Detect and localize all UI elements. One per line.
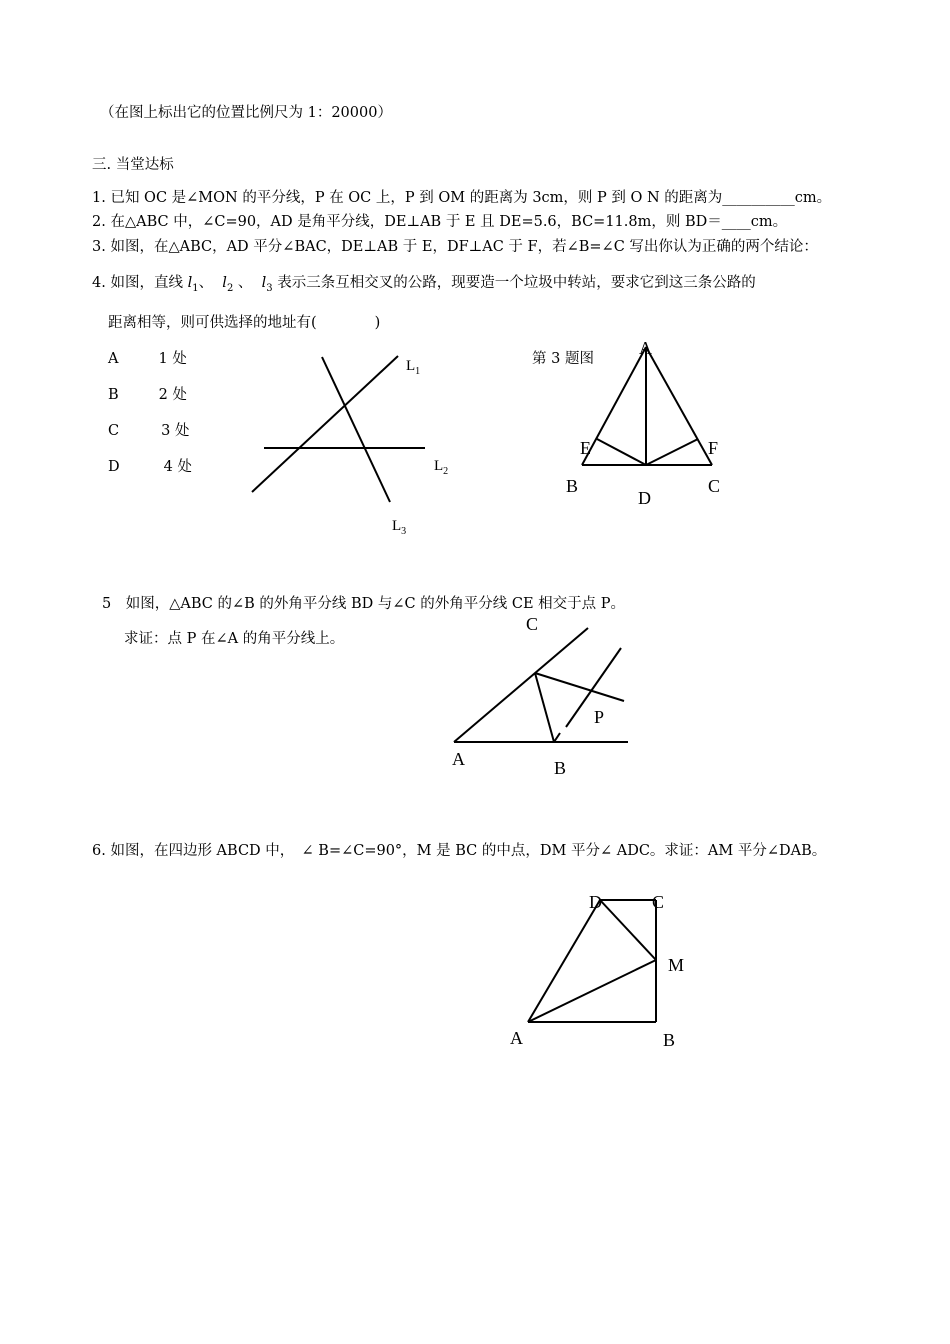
option-text: 2 处 — [158, 387, 187, 403]
question-3: 3. 如图，在△ABC，AD 平分∠BAC，DE⊥AB 于 E，DF⊥AC 于 F，若∠B=∠C 写出你认为正确的两个结论： — [92, 239, 818, 255]
separator: 、 — [237, 275, 253, 291]
question-5-prove: 求证：点 P 在∠A 的角平分线上。 — [124, 631, 345, 647]
fig5-label-c: C — [526, 614, 539, 634]
option-letter: C — [108, 423, 120, 439]
road-l1-symbol: l — [187, 275, 193, 291]
question-4-line-2: 距离相等，则可供选择的地址有( ) — [108, 315, 381, 331]
road-label-l3: $L_3$ — [392, 518, 407, 537]
road-label-l1: $L_1$ — [406, 358, 421, 377]
fig3-side-ac — [646, 347, 712, 465]
fig3-segment-df — [646, 439, 698, 465]
question-5: 5 如图，△ABC 的∠B 的外角平分线 BD 与∠C 的外角平分线 CE 相交于点 P。 — [102, 596, 626, 612]
option-letter: B — [108, 387, 119, 403]
option-letter: D — [108, 459, 120, 475]
fig3-caption: 第 3 题图 — [532, 351, 594, 367]
fig3-segment-de — [597, 439, 646, 465]
fig5-ray-ce — [535, 673, 624, 701]
question-1: 1. 已知 OC 是∠MON 的平分线，P 在 OC 上，P 到 OM 的距离为 3cm，则 P 到 O N 的距离为__________cm。 — [92, 190, 832, 206]
section-title: 三. 当堂达标 — [92, 157, 174, 173]
fig3-label-c: C — [708, 476, 721, 496]
option-text: 1 处 — [158, 351, 187, 367]
road-label-l2: $L_2$ — [434, 458, 449, 477]
fig5-ray-bd-start — [554, 733, 560, 742]
fig6-label-b: B — [663, 1030, 676, 1050]
fig6-label-a: A — [510, 1028, 523, 1048]
fig3-label-a: A — [639, 338, 652, 358]
road-l3-subscript: 3 — [266, 282, 273, 294]
fig5-label-a: A — [452, 749, 465, 769]
fig3-label-b: B — [566, 476, 579, 496]
separator: 、 — [198, 275, 214, 291]
fig3-label-f: F — [708, 438, 719, 458]
road-l2-symbol: l — [222, 275, 227, 291]
option-text: 4 处 — [163, 459, 192, 475]
question-4-body: 表示三条互相交叉的公路，现要造一个垃圾中转站，要求它到这三条公路的 — [277, 275, 756, 291]
question-4-lead: 4. 如图，直线 — [92, 275, 183, 291]
road-l3-symbol: l — [261, 275, 267, 291]
road-l1-subscript: 1 — [192, 282, 199, 294]
fig6-label-d: D — [589, 892, 602, 912]
fig5-label-p: P — [594, 707, 605, 727]
fig6-segment-dm — [600, 900, 656, 960]
question-2: 2. 在△ABC 中，∠C=90，AD 是角平分线，DE⊥AB 于 E 且 DE=5.6，BC=11.8m，则 BD＝____cm。 — [92, 214, 788, 230]
road-l2-subscript: 2 — [226, 282, 234, 294]
question-6: 6. 如图，在四边形 ABCD 中， ∠ B=∠C=90°，M 是 BC 的中点，DM 平分∠ ADC。求证：AM 平分∠DAB。 — [92, 843, 827, 859]
scale-note: （在图上标出它的位置比例尺为 1：20000） — [100, 105, 392, 121]
fig5-label-b: B — [554, 758, 567, 778]
fig6-label-c: C — [652, 892, 665, 912]
option-letter: A — [108, 351, 119, 367]
fig6-label-m: M — [668, 955, 685, 975]
fig3-label-e: E — [580, 438, 591, 458]
fig5-segment-cb — [535, 673, 554, 742]
road-line-l3 — [322, 357, 390, 502]
fig3-label-d: D — [638, 488, 651, 508]
option-text: 3 处 — [161, 423, 190, 439]
